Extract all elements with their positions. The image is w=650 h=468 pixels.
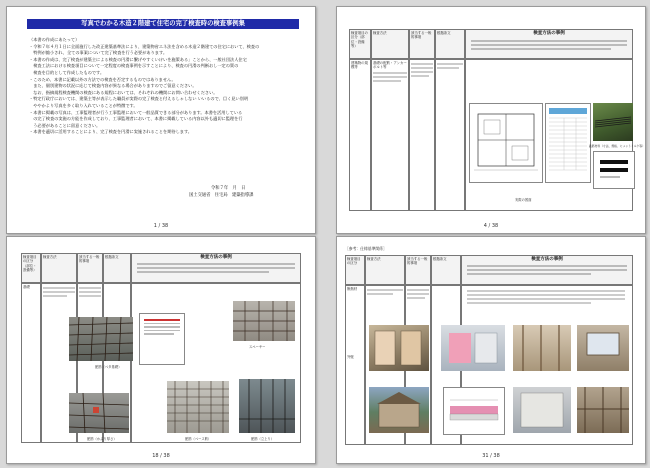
table-cell-general [409, 59, 435, 211]
base-rebar-icon [167, 381, 229, 433]
table-header-examples [461, 255, 633, 285]
intro-line: 検査工法における検査項目について一定程度の検査事例を示すことにより、検査の円滑の判断おし一定の質の [29, 63, 239, 69]
page-thumbnail-3[interactable] [6, 236, 316, 464]
page-number: 1 / 38 [153, 223, 169, 229]
redaction-bar [600, 168, 628, 172]
page-number: 4 / 38 [483, 223, 499, 229]
intro-line: ・本書を適切に活用することにより、完了検査を円滑に実施されることを期待します。 [29, 129, 192, 135]
framing-photo [577, 387, 629, 433]
rebar-grid-icon [69, 317, 133, 361]
redacted-doc [593, 151, 635, 189]
page-number: 31 / 38 [482, 453, 500, 459]
table-cell-category [21, 283, 41, 443]
table-cell-article [435, 59, 465, 211]
insulation-photo-2 [441, 325, 505, 371]
page-thumbnail-4[interactable] [336, 236, 646, 464]
caption-upright-rebar: 配筋（立上り） [251, 437, 275, 441]
signature-block [189, 185, 253, 199]
document-title: 写真でわかる木造２階建て住宅の完了検査時の検査事例集 [27, 19, 299, 29]
table-header-method: 検査方法 [371, 29, 409, 59]
insulation-photo-1 [369, 325, 429, 371]
upright-rebar-icon [239, 379, 295, 433]
base-rebar-photo [167, 381, 229, 433]
category-item: 建築物の規模等 [351, 61, 368, 70]
intro-line: ややかより写真を多く取り入れていることが特徴です。 [29, 102, 138, 108]
table-header-general: 該当する一般的事項 [409, 29, 435, 59]
rebar-photo [593, 103, 633, 141]
intro-line: ・特定行政庁においては、建築主等が表示した職員が実際の完了検査と付えるしゃしない いいるので、目く見い別明 [29, 96, 249, 102]
section-heading: 検査方法の事例 [200, 255, 232, 260]
text-line [600, 176, 620, 178]
exterior-photo [369, 387, 429, 433]
insulation-photo-3 [513, 325, 571, 371]
table-header-article: 根拠条文 [435, 29, 465, 59]
detail-drawing [443, 387, 505, 435]
section-heading: 検査方法の事例 [531, 257, 563, 262]
text-line [144, 333, 174, 335]
table-header-method: 検査方法 [365, 255, 405, 285]
intro-line: ・本書に掲載の写真は、工事監理者が行う工事監理において一般品質できる部分があります。本書を活用している [29, 109, 243, 115]
rebar-photo-1 [69, 317, 133, 361]
caption-spacer: スペーサー [249, 345, 266, 349]
spec-sheet [545, 103, 591, 183]
category-item: 基礎 [23, 285, 30, 289]
table-header-method: 検査方法 [41, 253, 77, 283]
table-header-category: 検査項目の区分（部位・設備等） [349, 29, 371, 59]
text-line [144, 330, 180, 332]
caption-photo-1: 配筋（ベタ基礎） [95, 365, 122, 369]
text-line [144, 326, 180, 328]
spacer-grid-icon [233, 301, 295, 341]
caption-drawing: 実際の図面 [515, 198, 532, 202]
table-cell-category [345, 285, 365, 445]
highlight-line [144, 319, 180, 321]
interior-wall-icon [513, 387, 571, 433]
table-header-general: 該当する一般的事項 [405, 255, 431, 285]
upright-rebar-photo [239, 379, 295, 433]
intro-line: ・本書の作成は、完了検査が建築主による検査の円滑に繋げやすくいけいを施策ある」ことから、一般社団法人住宅 [29, 56, 247, 62]
signature-org: 国土交通省 住宅局 建築指導課 [189, 193, 254, 198]
intro-line: 検査を目的として作成したものです。 [29, 69, 105, 75]
intro-line: ・このため、本書に記載以外の方法での検査を否定するものではありません。 [29, 76, 176, 82]
foundation-plan-drawing [469, 103, 543, 183]
board-insulation-icon [441, 325, 505, 371]
interior-photo [513, 387, 571, 433]
intro-line: ・令和７年４月１日に全面施行した改正建築基準法により、建築物省エネ法を含める木造２階建ての住宅において、検査の [29, 43, 260, 49]
table-header-examples [465, 29, 633, 59]
frame-insulation-icon [513, 325, 571, 371]
category-item: 断熱材 [347, 287, 358, 291]
rebar-bundle-icon [593, 103, 633, 141]
intro-line: なお、指摘規程検査機関の検査にある規程においては、それぞれの機関にお問い合わせください。 [29, 89, 218, 95]
rebar-photo-2 [69, 393, 129, 433]
caption-rebar: 鉄筋材料（寸法、規格、セメントミルク等） [589, 144, 645, 148]
intro-line: の完了検査の実施の方能を作成しており、工事監理者において、本書に掲載している内容以外も適切に監理を行 [29, 116, 243, 122]
table-cell-method [371, 59, 409, 211]
framing-icon [577, 387, 629, 433]
table-header-examples [131, 253, 301, 283]
reference-label: ［参考：仕様基準関係］ [345, 246, 387, 251]
page-number: 18 / 38 [152, 453, 170, 459]
section-detail-icon [444, 388, 504, 434]
table-header-article: 根拠条文 [103, 253, 131, 283]
table-header-general: 該当する一般的事項 [77, 253, 103, 283]
intro-line: 特例が縮小され、全ての事案について完了検査を行う必要があります。 [29, 50, 168, 56]
spacer-photo [233, 301, 295, 341]
spec-table-icon [546, 104, 590, 182]
table-header-category: 検査項目の区分 [345, 255, 365, 285]
window-frame-icon [577, 325, 629, 371]
table-cell-category [349, 59, 371, 211]
table-header-article: 根拠条文 [431, 255, 461, 285]
method-subitem: 基礎の配筋・アンカーボルト等 [373, 61, 407, 70]
intro-line: う必要があることに留意ください。 [29, 122, 101, 128]
house-exterior-icon [369, 387, 429, 433]
row-label: 外壁 [347, 355, 354, 360]
page-thumbnail-1[interactable] [6, 6, 316, 234]
signature-date: 令和７年 月 日 [211, 186, 246, 191]
section-heading: 検査方法の事例 [533, 31, 565, 36]
table-header-category: 検査項目の区分（部位・設備等） [21, 253, 41, 283]
intro-heading: （本書の作成にあたって） [29, 37, 80, 42]
document-excerpt [139, 313, 185, 365]
intro-line: また、個別建物の状況に応じて検査内容が異なる場合がありますのでご留意ください。 [29, 83, 197, 89]
caption-photo-2: 配筋（かぶり厚さ） [87, 437, 117, 441]
wall-insulation-icon [369, 325, 429, 371]
redaction-bar [600, 160, 628, 164]
intro-text [29, 37, 297, 136]
rebar-cover-icon [69, 393, 129, 433]
text-line [144, 323, 180, 325]
plan-drawing-icon [470, 104, 542, 182]
caption-base-rebar: 配筋（ベース筋） [185, 437, 212, 441]
page-thumbnail-2[interactable] [336, 6, 646, 234]
insulation-photo-4 [577, 325, 629, 371]
